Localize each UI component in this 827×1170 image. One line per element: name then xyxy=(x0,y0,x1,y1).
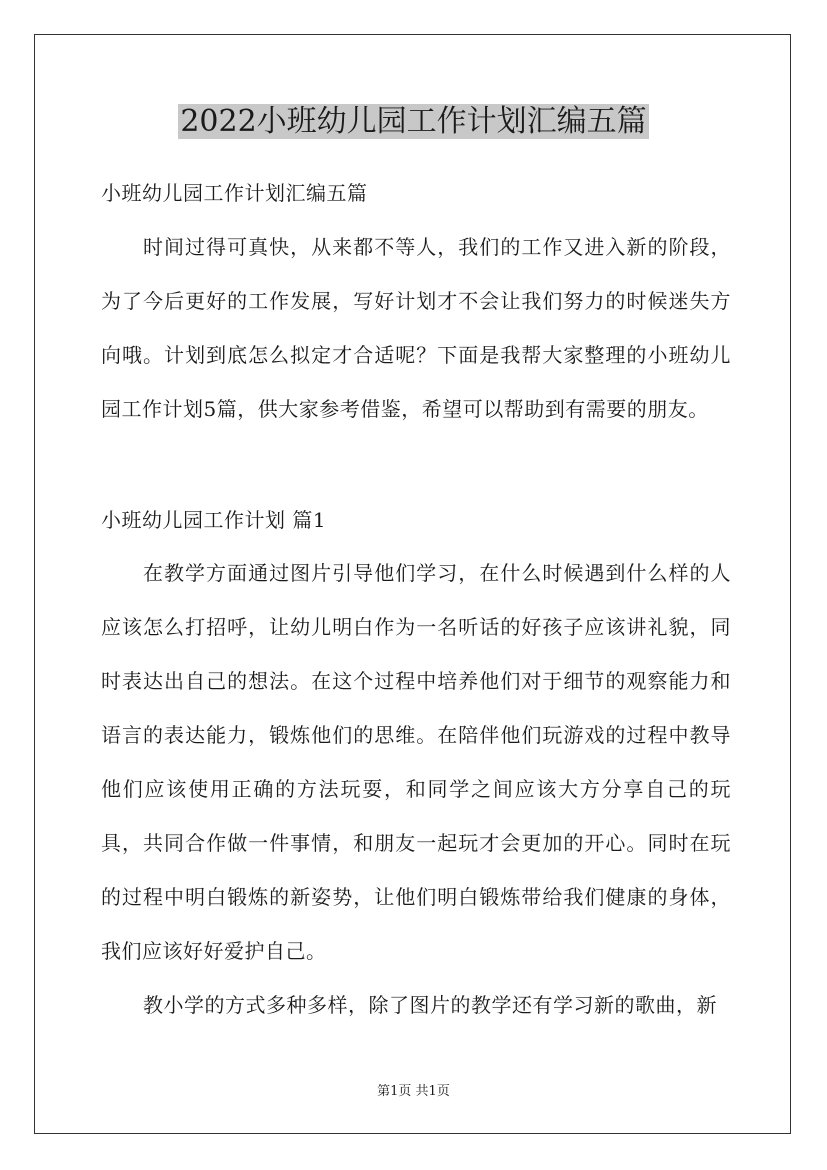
intro-block xyxy=(101,220,731,436)
section-heading: 小班幼儿园工作计划 篇1 xyxy=(101,508,327,532)
body-paragraph: 在教学方面通过图片引导他们学习，在什么时候遇到什么样的人应该怎么打招呼，让幼儿明白作为一名听话的好孩子应该讲礼貌，同时表达出自己的想法。在这个过程中培养他们对于细节的观察能力和语言的表达能力，锻炼他们的思维。在陪伴他们玩游戏的过程中教导他们应该使用正确的方法玩耍，和同学之间应该大方分享自己的玩具，共同合作做一件事情，和朋友一起玩才会更加的开心。同时在玩的过程中明白锻炼的新姿势，让他们明白锻炼带给我们健康的身体，我们应该好好爱护自己。 xyxy=(101,561,731,963)
page-footer: 第1页 共1页 xyxy=(377,1084,450,1099)
document-title-text: 2022小班幼儿园工作计划汇编五篇 xyxy=(180,104,647,139)
section-body xyxy=(101,546,731,1032)
intro-paragraph: 时间过得可真快，从来都不等人，我们的工作又进入新的阶段，为了今后更好的工作发展，写好计划才不会让我们努力的时候迷失方向哦。计划到底怎么拟定才合适呢？下面是我帮大家整理的小班幼儿园工作计划5篇，供大家参考借鉴，希望可以帮助到有需要的朋友。 xyxy=(101,235,731,421)
document-title xyxy=(0,100,827,144)
document-subtitle: 小班幼儿园工作计划汇编五篇 xyxy=(101,181,368,205)
body-paragraph-continued: 教小学的方式多种多样，除了图片的教学还有学习新的歌曲，新 xyxy=(143,993,717,1017)
